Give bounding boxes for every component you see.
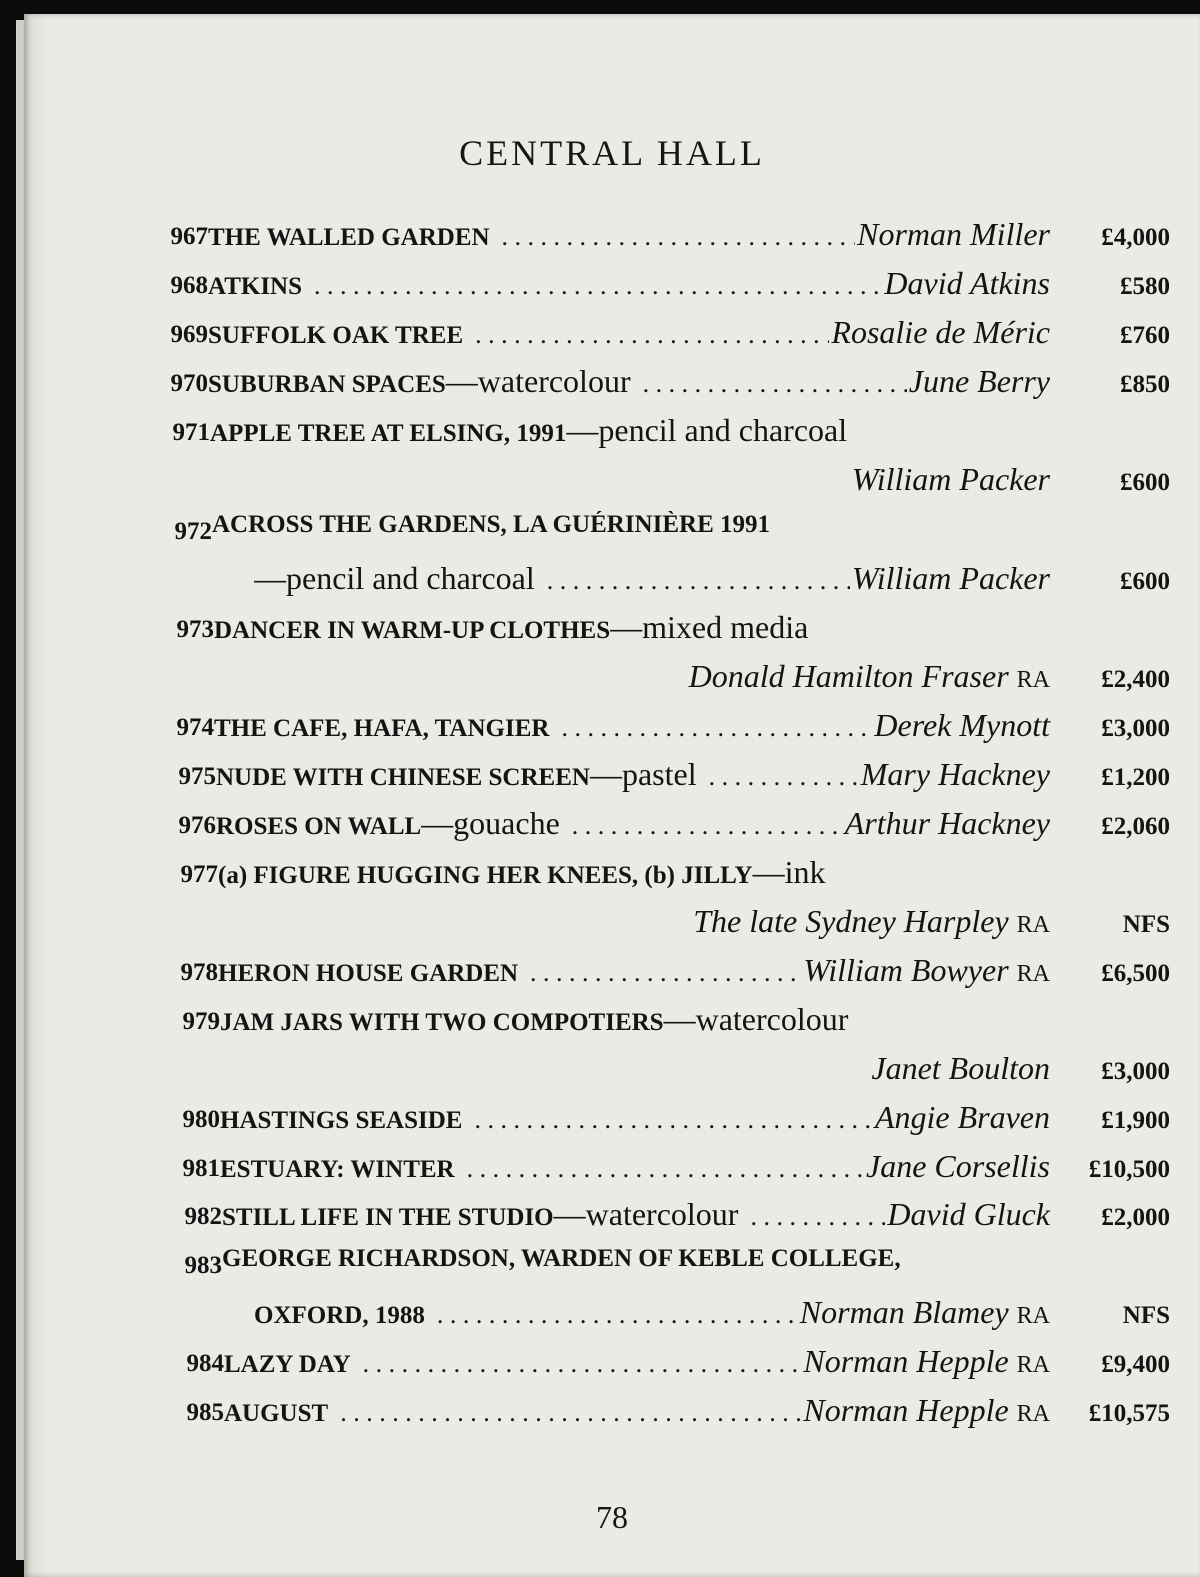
entry-price: £600 <box>1120 469 1170 496</box>
entry-artist: The late Sydney Harpley <box>693 903 1009 939</box>
entry-honour: RA <box>1016 1401 1050 1427</box>
entry-number: 976 <box>178 812 216 839</box>
list-item <box>24 310 1200 360</box>
entry-medium: —ink <box>752 854 826 890</box>
leader-dots <box>474 1105 872 1135</box>
entry-price: £1,200 <box>1101 764 1170 791</box>
leader-dots <box>547 566 850 596</box>
list-item <box>24 605 1200 655</box>
list-item <box>24 752 1200 802</box>
entry-number: 979 <box>182 1008 220 1035</box>
entry-medium: —pencil and charcoal <box>566 412 848 448</box>
entry-title: (a) FIGURE HUGGING HER KNEES, (b) JILLY <box>218 862 753 889</box>
list-item <box>24 261 1200 311</box>
entry-number: 968 <box>170 272 208 299</box>
entry-price: £3,000 <box>1101 715 1170 742</box>
entry-number: 967 <box>170 223 208 250</box>
leader-dots <box>475 320 829 350</box>
leader-dots <box>530 958 801 988</box>
entry-title: ROSES ON WALL <box>216 813 422 840</box>
entry-artist: Norman Hepple <box>803 1343 1009 1379</box>
entry-number: 980 <box>182 1106 220 1133</box>
entry-artist: Janet Boulton <box>871 1050 1050 1086</box>
entry-title-continuation: OXFORD, 1988 <box>254 1302 425 1329</box>
list-item <box>24 1388 1200 1438</box>
entry-price: NFS <box>1122 1302 1170 1329</box>
entry-price: £1,900 <box>1101 1107 1170 1134</box>
list-item <box>24 212 1200 262</box>
page-number: 78 <box>596 1499 628 1535</box>
entry-honour: RA <box>1016 1352 1050 1378</box>
leader-dots <box>572 811 843 841</box>
entry-artist: William Packer <box>851 560 1050 596</box>
list-item <box>24 850 1200 900</box>
entry-number: 973 <box>176 616 214 643</box>
entry-price: £760 <box>1120 322 1170 349</box>
entry-number: 974 <box>176 714 214 741</box>
entry-artist: Arthur Hackney <box>844 805 1050 841</box>
entry-price: £2,060 <box>1101 813 1170 840</box>
leader-dots <box>467 1154 864 1184</box>
leader-dots <box>363 1349 802 1379</box>
entry-title: THE WALLED GARDEN <box>208 224 490 251</box>
leader-dots <box>561 713 872 743</box>
page-title: CENTRAL HALL <box>459 133 765 173</box>
entry-title: GEORGE RICHARDSON, WARDEN OF KEBLE COLLEGE, <box>222 1245 901 1272</box>
entry-price: £10,500 <box>1088 1156 1170 1183</box>
entry-title: DANCER IN WARM-UP CLOTHES <box>214 617 611 644</box>
entry-title: NUDE WITH CHINESE SCREEN <box>216 764 590 791</box>
entry-artist: Donald Hamilton Fraser <box>688 658 1009 694</box>
list-item-continuation <box>24 654 1200 704</box>
entry-number: 969 <box>170 321 208 348</box>
entry-medium: —watercolour <box>445 363 631 399</box>
list-item-continuation <box>24 1046 1200 1096</box>
entry-number: 983 <box>184 1252 222 1279</box>
entry-medium: —watercolour <box>663 1001 849 1037</box>
entry-number: 977 <box>180 861 218 888</box>
entry-artist: June Berry <box>908 363 1050 399</box>
entry-medium: —gouache <box>421 805 560 841</box>
entry-title: APPLE TREE AT ELSING, 1991 <box>210 420 567 447</box>
entry-artist: William Packer <box>851 461 1050 497</box>
entry-title: ATKINS <box>208 273 303 300</box>
entry-artist: David Gluck <box>887 1196 1050 1232</box>
list-item-continuation <box>24 556 1200 606</box>
entry-title: SUBURBAN SPACES <box>208 371 446 398</box>
entry-artist: Derek Mynott <box>874 707 1050 743</box>
entry-number: 972 <box>174 518 212 545</box>
entry-price: £2,000 <box>1101 1204 1170 1231</box>
list-item <box>24 507 1200 557</box>
entry-artist: Norman Miller <box>857 216 1050 252</box>
leader-dots <box>643 369 907 399</box>
entry-number: 985 <box>186 1399 224 1426</box>
entry-price: £850 <box>1120 371 1170 398</box>
entry-price: £4,000 <box>1101 224 1170 251</box>
leader-dots <box>750 1202 885 1232</box>
entry-number: 978 <box>180 959 218 986</box>
list-item <box>24 408 1200 458</box>
leader-dots <box>437 1300 798 1330</box>
entry-price: £9,400 <box>1101 1351 1170 1378</box>
leader-dots <box>340 1398 801 1428</box>
entry-artist: Angie Braven <box>874 1099 1050 1135</box>
entry-price: £2,400 <box>1101 666 1170 693</box>
entry-title: LAZY DAY <box>224 1351 351 1378</box>
entry-artist: Jane Corsellis <box>866 1148 1050 1184</box>
entry-honour: RA <box>1016 912 1050 938</box>
entry-artist: Norman Blamey <box>799 1294 1009 1330</box>
list-item <box>24 703 1200 753</box>
entry-title: HERON HOUSE GARDEN <box>218 960 519 987</box>
entry-honour: RA <box>1016 961 1050 987</box>
entry-number: 984 <box>186 1350 224 1377</box>
entry-title: THE CAFE, HAFA, TANGIER <box>214 715 550 742</box>
list-item <box>24 948 1200 998</box>
leader-dots <box>709 762 859 792</box>
entry-title: HASTINGS SEASIDE <box>220 1107 463 1134</box>
list-item <box>24 1192 1200 1242</box>
entry-number: 981 <box>182 1155 220 1182</box>
entry-medium: —watercolour <box>553 1196 739 1232</box>
entry-price: £3,000 <box>1101 1058 1170 1085</box>
list-item-continuation <box>24 457 1200 507</box>
entry-price: £580 <box>1120 273 1170 300</box>
list-item <box>24 1339 1200 1389</box>
entry-price: NFS <box>1122 911 1170 938</box>
list-item <box>24 1095 1200 1145</box>
entry-number: 970 <box>170 370 208 397</box>
list-item <box>24 801 1200 851</box>
entry-honour: RA <box>1016 1303 1050 1329</box>
entry-medium: —pencil and charcoal <box>254 560 535 596</box>
entry-title: STILL LIFE IN THE STUDIO <box>222 1204 554 1231</box>
entry-price: £10,575 <box>1088 1400 1170 1427</box>
list-item <box>24 359 1200 409</box>
catalogue-page <box>24 14 1200 1577</box>
entry-title: ESTUARY: WINTER <box>220 1156 455 1183</box>
entry-medium: —pastel <box>589 756 697 792</box>
entry-price: £6,500 <box>1101 960 1170 987</box>
entry-artist: David Atkins <box>884 265 1050 301</box>
entry-artist: Norman Hepple <box>803 1392 1009 1428</box>
leader-dots <box>314 271 882 301</box>
entry-artist: William Bowyer <box>803 952 1009 988</box>
list-item <box>24 1241 1200 1291</box>
entry-number: 971 <box>172 419 210 446</box>
entry-artist: Rosalie de Méric <box>831 314 1050 350</box>
entry-title: AUGUST <box>224 1400 329 1427</box>
entry-honour: RA <box>1016 667 1050 693</box>
entry-number: 975 <box>178 763 216 790</box>
entry-title: ACROSS THE GARDENS, LA GUÉRINIÈRE 1991 <box>212 511 770 538</box>
leader-dots <box>502 222 856 252</box>
list-item-continuation <box>24 1290 1200 1340</box>
entry-artist: Mary Hackney <box>860 756 1050 792</box>
entry-price: £600 <box>1120 568 1170 595</box>
entry-number: 982 <box>184 1203 222 1230</box>
list-item-continuation <box>24 899 1200 949</box>
entry-medium: —mixed media <box>610 609 809 645</box>
list-item <box>24 997 1200 1047</box>
entry-title: JAM JARS WITH TWO COMPOTIERS <box>220 1009 664 1036</box>
list-item <box>24 1144 1200 1194</box>
entry-title: SUFFOLK OAK TREE <box>208 322 464 349</box>
